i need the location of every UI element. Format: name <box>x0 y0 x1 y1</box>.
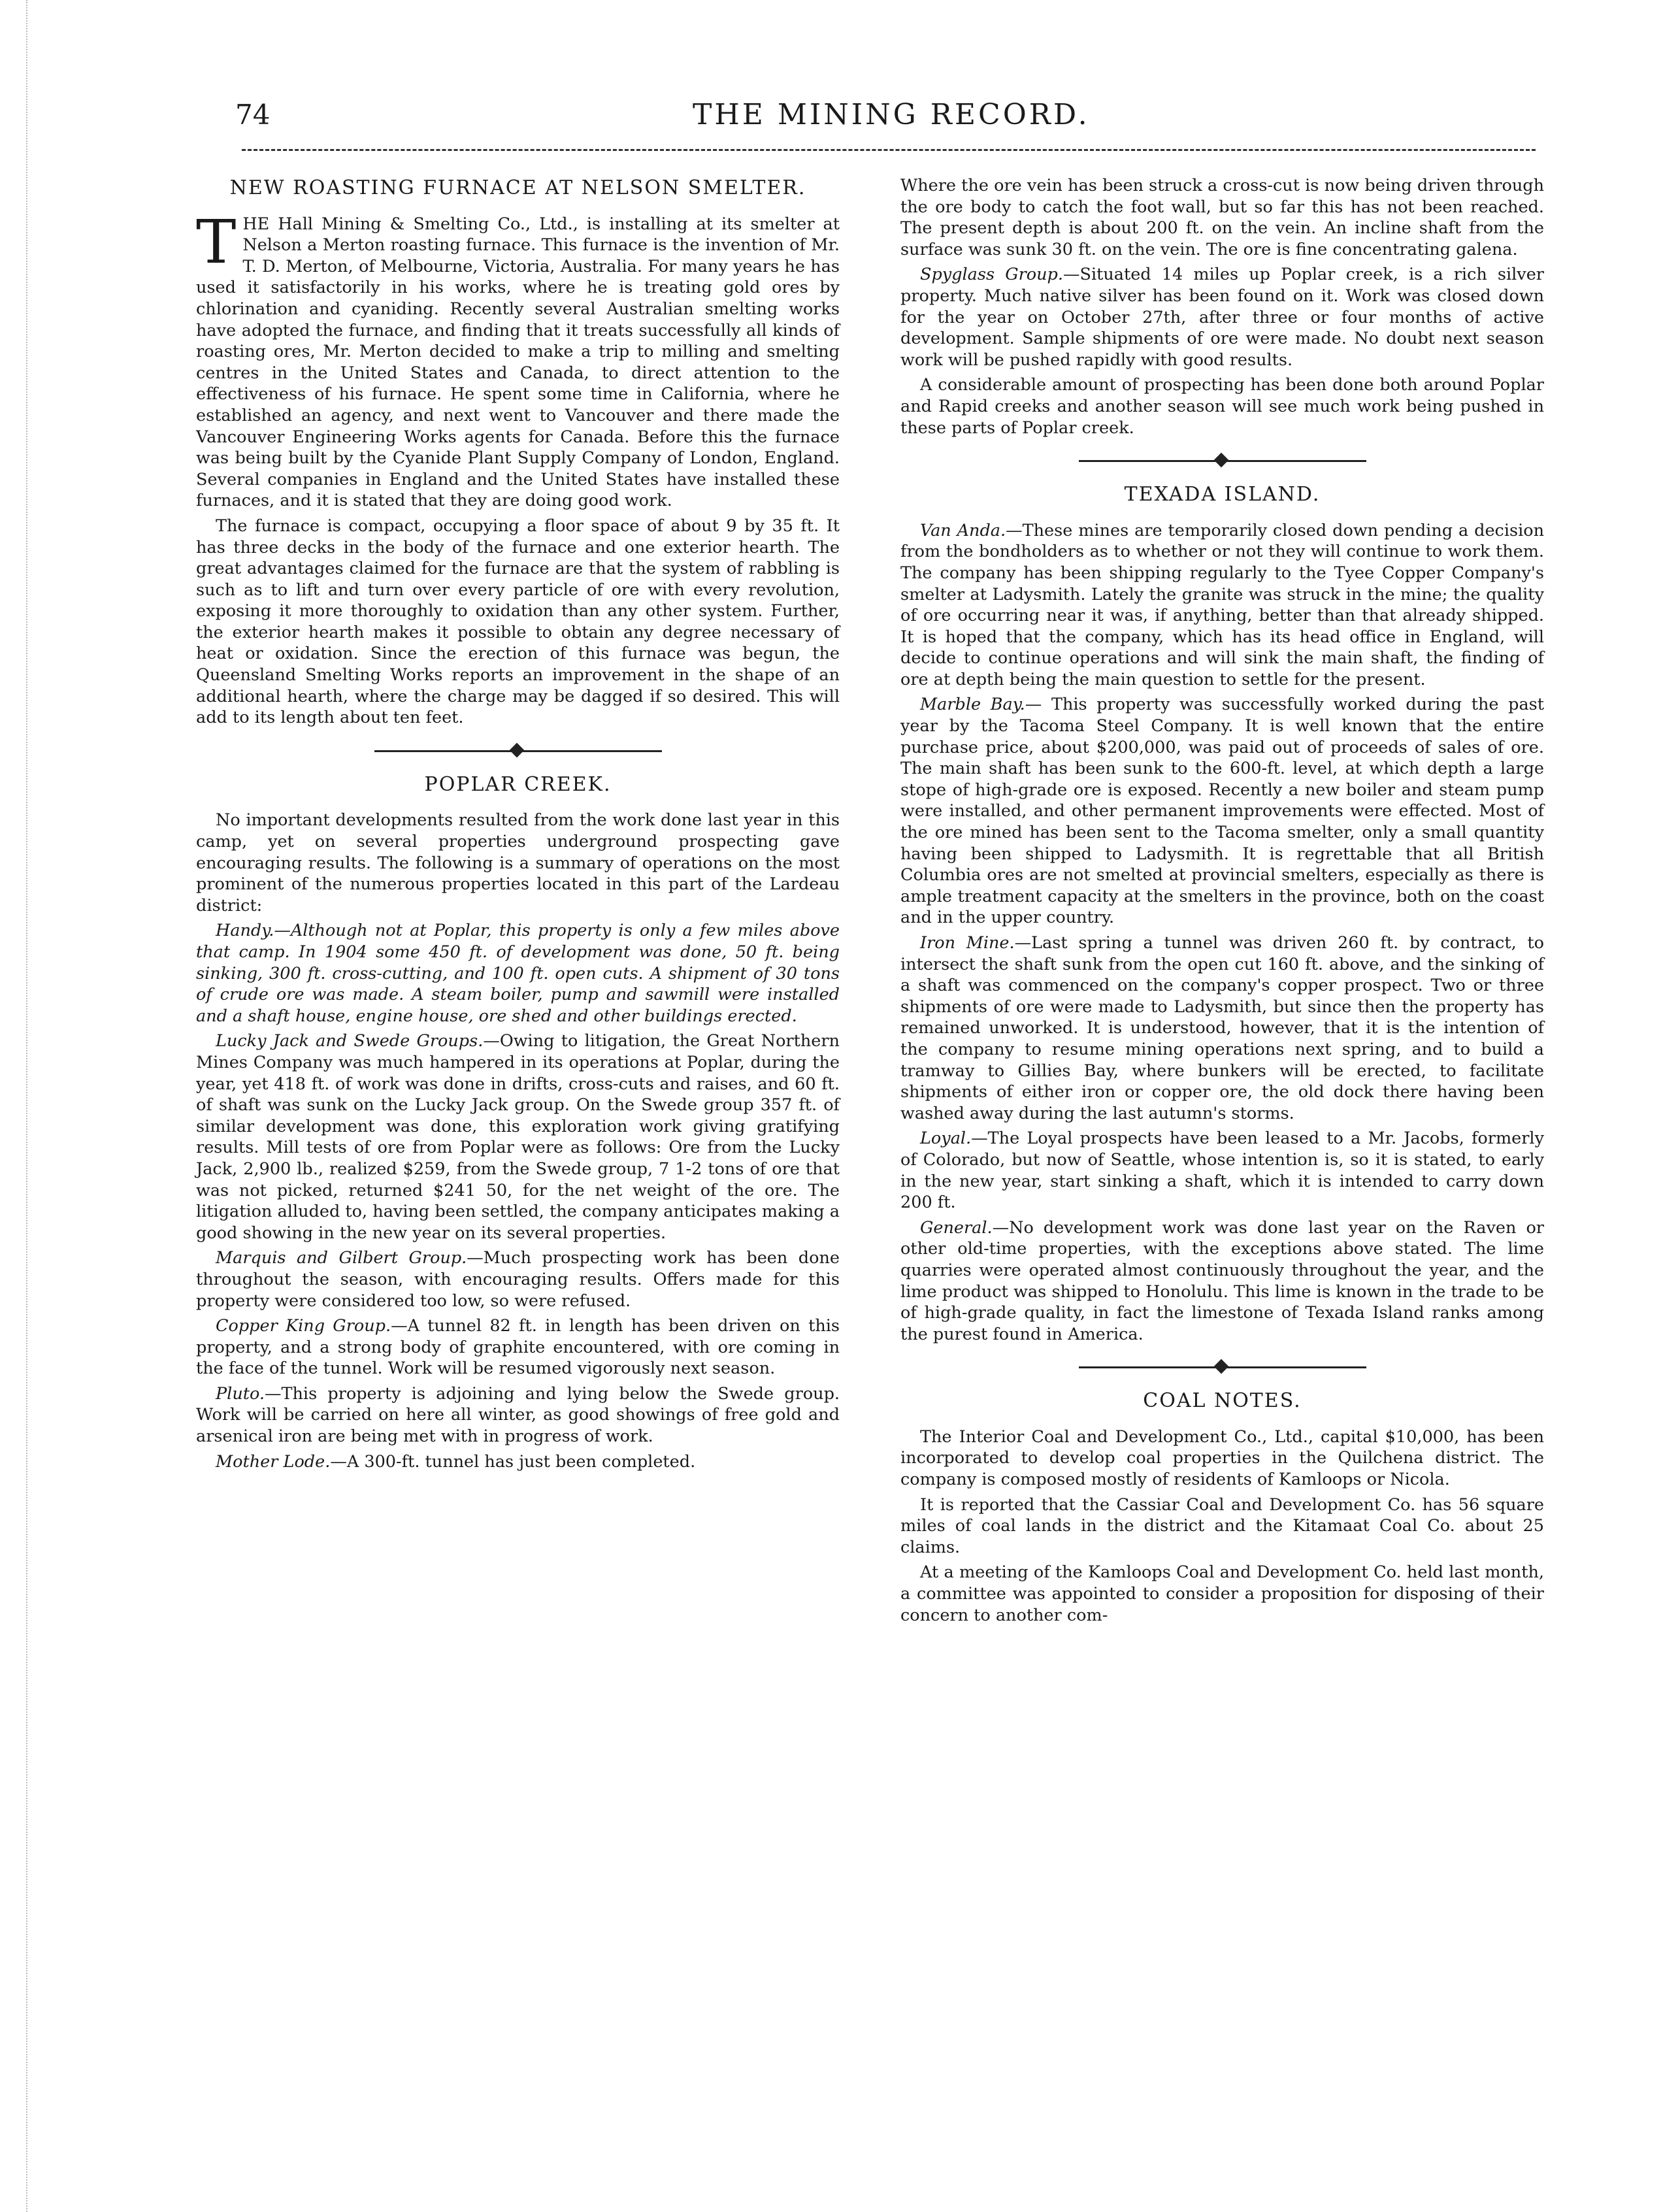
paragraph-text: —Although not at Poplar, this property is only a few miles above that camp. In 1904 some 450 ft. of development was done, 50 ft. being sinking, 300 ft. cross-cutting, and 100 ft. open cuts. A shipment of 30 tons of crude ore was made. A steam boiler, pump and sawmill were installed and a shaft house, engine house, ore shed and other buildings erected. <box>196 921 840 1026</box>
paragraph-text: —This property is adjoining and lying below the Swede group. Work will be carried on here all winter, as good showings of free gold and arsenical iron are being met with in progress of work. <box>196 1383 840 1447</box>
paragraph-lead: Iron Mine. <box>920 933 1015 953</box>
article-paragraph <box>196 1451 840 1473</box>
paragraph-lead: Lucky Jack and Swede Groups. <box>216 1031 484 1051</box>
article-paragraph <box>196 1247 840 1312</box>
article-paragraph: No important developments resulted from the work done last year in this camp, yet on several properties underground prospecting gave encouraging results. The following is a summary of operations on the most prominent of the numerous properties located in this part of the Lardeau district: <box>196 810 840 916</box>
paragraph-lead: Mother Lode. <box>216 1451 331 1472</box>
article-paragraph: At a meeting of the Kamloops Coal and Development Co. held last month, a committee was appointed to consider a proposition for disposing of their concern to another com- <box>900 1562 1544 1625</box>
header-rule <box>242 149 1536 151</box>
paragraph-text: — This property was successfully worked during the past year by the Tacoma Steel Company. It is well known that the entire purchase price, about $200,000, was paid out of proceeds of sales of ore. The main shaft has been sunk to the 600-ft. level, at which depth a large stope of high-grade ore is exposed. Recently a new boiler and steam pump were installed, and other permanent improvements were effected. Most of the ore mined has been sent to the Tacoma smelter, only a small quantity having been shipped to Ladysmith. It is regrettable that all British Columbia ores are not smelted at provincial smelters, especially as there is ample treatment capacity at the smelters in the province, both on the coast and in the upper country. <box>900 695 1544 928</box>
article-paragraph <box>900 933 1544 1124</box>
paragraph-lead: Marquis and Gilbert Group. <box>216 1248 467 1268</box>
article-paragraph: The Interior Coal and Development Co., Ltd., capital $10,000, has been incorporated to develop coal properties in the Quilchena district. The company is composed mostly of residents of Kamloops or Nicola. <box>900 1427 1544 1490</box>
paragraph-text: —Situated 14 miles up Poplar creek, is a rich silver property. Much native silver has been found on it. Work was closed down for the year on October 27th, after three or four months of active development. Sample shipments of ore were made. No doubt next season work will be pushed rapidly with good results. <box>900 265 1544 370</box>
paragraph-text: —A 300-ft. tunnel has just been completed. <box>330 1451 696 1472</box>
scan-edge <box>26 0 47 2212</box>
article-paragraph <box>900 520 1544 691</box>
paragraph-text: —The Loyal prospects have been leased to a Mr. Jacobs, formerly of Colorado, but now of Seattle, whose intention is, so it is stated, to early in the new year, start sinking a shaft, which it is intended to carry down 200 ft. <box>900 1129 1544 1213</box>
paragraph-text: —These mines are temporarily closed down pending a decision from the bondholders as to whether or not they will continue to work them. The company has been shipping regularly to the Tyee Copper Company's smelter at Ladysmith. Lately the granite was struck in the mine; the quality of ore occurring near it was, if anything, better than that already shipped. It is hoped that the company, which has its head office in England, will decide to continue operations and will sink the main shaft, the finding of ore at depth being the main question to settle for the present. <box>900 520 1545 689</box>
section-heading-poplar-creek: POPLAR CREEK. <box>424 772 612 796</box>
paragraph-text: —No development work was done last year on the Raven or other old-time properties, with the exceptions above stated. The lime quarries were operated almost continuously throughout the year, and the lime product was shipped to Honolulu. This lime is known in the trade to be of high-grade quality, in fact the limestone of Texada Island ranks among the purest found in America. <box>900 1217 1544 1344</box>
article-paragraph <box>900 264 1544 371</box>
paragraph-lead: Pluto. <box>216 1383 265 1404</box>
section-heading-roasting-furnace: NEW ROASTING FURNACE AT NELSON SMELTER. <box>229 176 806 199</box>
journal-title: THE MINING RECORD. <box>693 98 1090 131</box>
paragraph-text: —Last spring a tunnel was driven 260 ft. by contract, to intersect the shaft sunk from the open cut 160 ft. above, and the sinking of a shaft was commenced on the company's copper prospect. Two or three shipments of ore were made to Ladysmith, but since then the property has remained unworked. It is understood, however, that it is the intention of the company to resume mining operations next spring, and to build a tramway to Gillies Bay, where bunkers will be erected, to facilitate shipments of either iron or copper ore, the old dock there having been washed away during the last autumn's storms. <box>900 933 1544 1123</box>
article-paragraph <box>196 920 840 1027</box>
article-paragraph: A considerable amount of prospecting has been done both around Poplar and Rapid creeks and another season will see much work being pushed in these parts of Poplar creek. <box>900 375 1544 438</box>
page-number: 74 <box>235 99 271 131</box>
article-paragraph <box>196 206 840 512</box>
section-divider <box>1079 1354 1366 1380</box>
section-divider <box>1079 448 1366 474</box>
article-paragraph: Where the ore vein has been struck a cross-cut is now being driven through the ore body to catch the foot wall, but so far this has not been reached. The present depth is about 200 ft. on the vein. An incline shaft from the surface was sunk 30 ft. on the vein. The ore is fine concentrating galena. <box>900 176 1544 259</box>
paragraph-text: —Owing to litigation, the Great Northern Mines Company was much hampered in its operations at Poplar, during the year, yet 418 ft. of work was done in drifts, cross-cuts and raises, and 60 ft. of shaft was sunk on the Lucky Jack group. On the Swede group 357 ft. of similar development was done, this exploration work giving gratifying results. Mill tests of ore from Poplar were as follows: Ore from the Lucky Jack, 2,900 lb., realized $259, from the Swede group, 7 1-2 tons of ore that was not picked, returned $241 50, for the net weight of the ore. The litigation alluded to, having been settled, the company anticipates making a good showing in the new year on its several properties. <box>196 1031 840 1243</box>
page-header <box>235 98 1536 144</box>
article-paragraph <box>196 1031 840 1244</box>
paragraph-lead: Loyal. <box>920 1129 972 1149</box>
paragraph-lead: Spyglass Group. <box>920 265 1063 285</box>
section-divider <box>374 738 662 764</box>
section-heading-texada-island: TEXADA ISLAND. <box>1124 483 1321 506</box>
article-paragraph <box>900 1128 1544 1213</box>
left-column <box>196 175 840 1476</box>
article-paragraph: It is reported that the Cassiar Coal and Development Co. has 56 square miles of coal lands in the district and the Kitamaat Coal Co. about 25 claims. <box>900 1494 1544 1557</box>
paragraph-text: —A tunnel 82 ft. in length has been driven on this property, and a strong body of graphite encountered, with ore coming in the face of the tunnel. Work will be resumed vigorously next season. <box>196 1316 840 1379</box>
paragraph-lead: Van Anda. <box>920 520 1006 540</box>
article-paragraph <box>900 694 1544 929</box>
article-paragraph: The furnace is compact, occupying a floor space of about 9 by 35 ft. It has three decks in the body of the furnace and one exterior hearth. The great advantages claimed for the furnace are that the system of rabbling is such as to lift and turn over every particle of ore with every revolution, exposing it more thoroughly to oxidation than any other system. Further, the exterior hearth makes it possible to obtain any degree necessary of heat or oxidation. Since the erection of this furnace was begun, the Queensland Smelting Works reports an improvement in the shape of an additional hearth, where the charge may be dagged if so desired. This will add to its length about ten feet. <box>196 516 840 728</box>
paragraph-text: —Much prospecting work has been done throughout the season, with encouraging results. Offers made for this property were considered too low, so were refused. <box>196 1248 840 1311</box>
paragraph-lead: Handy. <box>216 921 274 941</box>
diamond-ornament-icon <box>509 743 524 758</box>
paragraph-lead: Copper King Group. <box>216 1316 391 1336</box>
paragraph-lead: Marble Bay. <box>920 695 1025 715</box>
article-paragraph <box>196 1315 840 1379</box>
diamond-ornament-icon <box>1213 1359 1228 1374</box>
section-heading-coal-notes: COAL NOTES. <box>1143 1389 1302 1413</box>
drop-cap: T <box>196 206 237 277</box>
paragraph-lead: General. <box>920 1217 993 1238</box>
right-column <box>900 175 1544 1630</box>
article-paragraph <box>900 1217 1544 1345</box>
paragraph-text: HE Hall Mining & Smelting Co., Ltd., is installing at its smelter at Nelson a Merton roasting furnace. This furnace is the invention of Mr. T. D. Merton, of Melbourne, Victoria, Australia. For many years he has used it satisfactorily in his works, where he is treating gold ores by chlorination and cyaniding. Recently several Australian smelting works have adopted the furnace, and finding that it treats successfully all kinds of roasting ores, Mr. Merton decided to make a trip to milling and smelting centres in the United States and Canada, to direct attention to the effectiveness of his furnace. He spent some time in California, where he established an agency, and next went to Vancouver and there made the Vancouver Engineering Works agents for Canada. Before this the furnace was being built by the Cyanide Plant Supply Company of London, England. Several companies in England and the United States have installed these furnaces, and it is stated that they are doing good work. <box>196 214 840 511</box>
diamond-ornament-icon <box>1213 453 1228 468</box>
article-paragraph <box>196 1383 840 1447</box>
